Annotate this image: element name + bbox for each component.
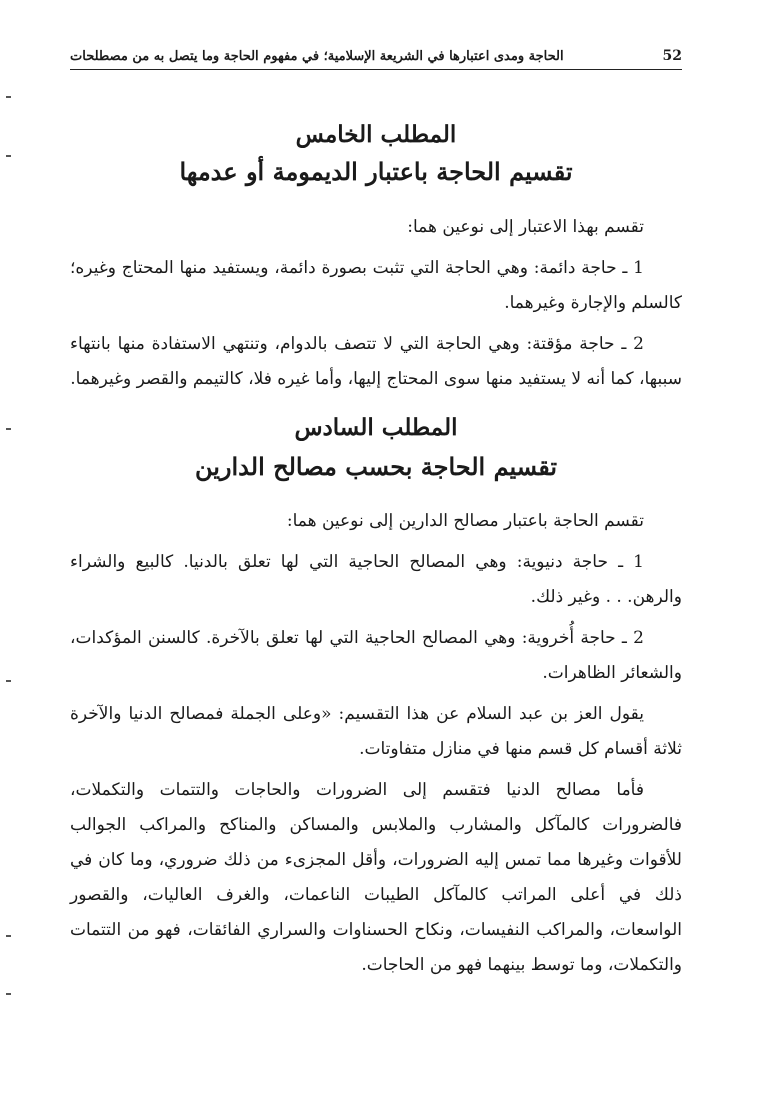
section-five-title: المطلب الخامس [295, 121, 457, 148]
margin-mark [6, 935, 11, 937]
section-five-item-2: 2 ـ حاجة مؤقتة: وهي الحاجة التي لا تتصف بالدوام، وتنتهي الاستفادة منها بانتهاء سببها، كما أنه لا يستفيد منها سوى المحتاج إليها، وأما غيره فلا، كالتيمم والقصر وغيرهما. [70, 334, 682, 390]
running-title: الحاجة ومدى اعتبارها في الشريعة الإسلامية؛ في مفهوم الحاجة وما يتصل به من مصطلحات [70, 49, 564, 64]
margin-mark [6, 680, 11, 682]
section-five-intro: تقسم بهذا الاعتبار إلى نوعين هما: [407, 217, 644, 238]
section-six-item-2: 2 ـ حاجة أُخروية: وهي المصالح الحاجية التي لها تعلق بالآخرة. كالسنن المؤكدات، والشعائر الظاهرات. [70, 627, 682, 683]
section-six-title: المطلب السادس [294, 414, 458, 442]
margin-mark [6, 993, 11, 995]
margin-mark [6, 155, 11, 157]
quote-paragraph: يقول العز بن عبد السلام عن هذا التقسيم: «وعلى الجملة فمصالح الدنيا والآخرة ثلاثة أقسام كل قسم منها في منازل متفاوتات. [70, 703, 682, 759]
section-six-subtitle: تقسيم الحاجة بحسب مصالح الدارين [194, 452, 558, 482]
book-page [70, 48, 682, 983]
section-five-subtitle: تقسيم الحاجة باعتبار الديمومة أو عدمها [179, 156, 573, 186]
section-six-intro: تقسم الحاجة باعتبار مصالح الدارين إلى نوعين هما: [286, 510, 644, 531]
section-five-item-1: 1 ـ حاجة دائمة: وهي الحاجة التي تثبت بصورة دائمة، ويستفيد منها المحتاج وغيره؛ كالسلم والإجارة وغيرهما. [70, 258, 682, 314]
margin-mark [6, 96, 11, 98]
final-paragraph: فأما مصالح الدنيا فتقسم إلى الضرورات والحاجات والتتمات والتكملات، فالضرورات كالمآكل والمشارب والملابس والمساكن والمناكح والمراكب الجوالب للأقوات وغيرها مما تمس إليه الضرورات، وأقل المجزىء من ذلك ضروري، وما كان في ذلك في أعلى المراتب كالمآكل الطيبات الناعمات، والغرف العاليات، والقصور الواسعات، والمراكب النفيسات، ونكاح الحسناوات والسراري الفائقات، فهو من التتمات والتكملات، وما توسط بينهما فهو من الحاجات. [70, 779, 682, 975]
section-six-item-1: 1 ـ حاجة دنيوية: وهي المصالح الحاجية التي لها تعلق بالدنيا. كالبيع والشراء والرهن. . . وغير ذلك. [70, 551, 682, 607]
running-header [70, 48, 682, 70]
page-number: 52 [662, 48, 682, 64]
margin-mark [6, 428, 11, 430]
